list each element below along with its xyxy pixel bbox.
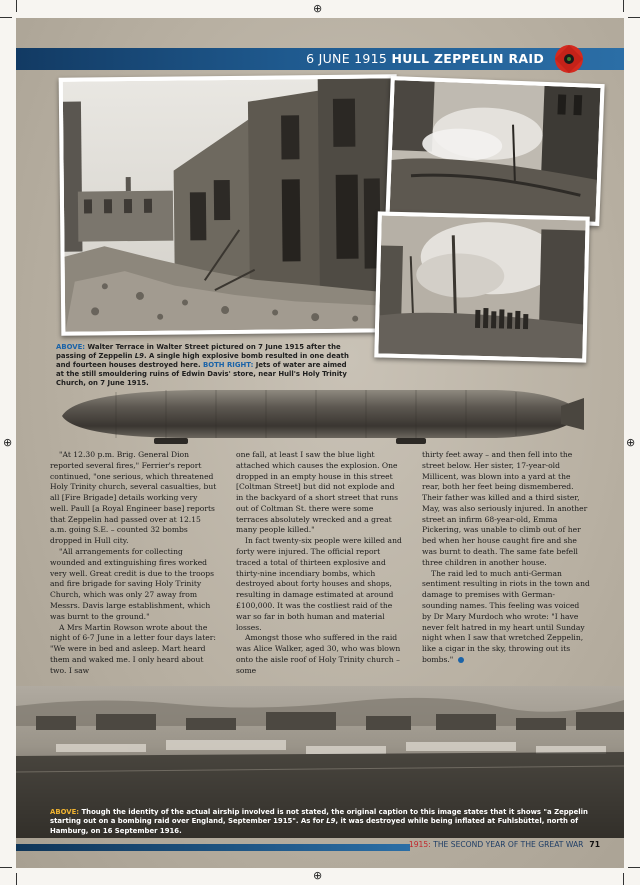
- caption-lead-above: ABOVE:: [50, 808, 80, 816]
- article-paragraph: In fact twenty-six people were killed and forty were injured. The official report traced a total of thirteen explosive and thirty-nine incendiary bombs, which destroyed about forty houses and shops, resulting in damage estimated at around £100,000. It was the costliest raid of the war so far in both human and material losses.: [236, 536, 402, 632]
- zeppelin-airship-image: [56, 384, 586, 446]
- caption-text: Walter Terrace in Walter Street pictured on 7 June 1915 after the passing of Zeppelin: [56, 343, 341, 361]
- crop-mark: [0, 867, 12, 868]
- caption-text: Jets of water are aimed at the still smouldering ruins of Edwin Davis' store, near Hull's Holy Trinity Church, on 7 June 1915.: [56, 361, 347, 388]
- header-title: [306, 51, 544, 66]
- article-paragraph: thirty feet away – and then fell into the street below. Her sister, 17-year-old Millicent, was blown into a yard at the rear, both her feet being dismembered. Their father was killed and a third sister, May, was also seriously injured. In another street an infirm 68-year-old, Emma Pickering, was unable to climb out of her bed when her house caught fire and she was burnt to death. The same fate befell three children in another house.: [422, 450, 588, 567]
- article-paragraph: A Mrs Martin Rowson wrote about the night of 6-7 June in a letter four days later: "We were in bed and asleep. Mart heard them and waked me. I only heard about two. I saw: [50, 622, 216, 675]
- caption-lead-both-right: BOTH RIGHT:: [203, 361, 254, 370]
- article-paragraph: one fall, at least I saw the blue light attached which causes the explosion. One dropped in an empty house in this street [Coltman Street] but did not explode and in the backyard of a short street that runs out of Coltman St. there were some terraces absolutely wrecked and a great many people killed.": [236, 450, 399, 535]
- smoke-crowd-illustration: [378, 216, 585, 359]
- photo-smouldering-ruins-hoses: [385, 76, 604, 226]
- caption-bottom-panorama: [50, 808, 590, 836]
- poppy-icon: [554, 44, 584, 74]
- caption-top-photos: [56, 343, 356, 389]
- registration-mark-icon: ⊕: [313, 2, 323, 15]
- caption-italic-airship: L9: [326, 817, 336, 826]
- photo-walter-terrace-ruins: [59, 74, 400, 336]
- footer-year: 1915:: [408, 840, 431, 849]
- header-date: 6 JUNE 1915: [306, 51, 388, 66]
- registration-mark-icon: ⊕: [3, 436, 13, 449]
- crop-mark: [628, 17, 640, 18]
- article-paragraph-text: The raid led to much anti-German sentiment resulting in riots in the town and damage to premises with German-sounding names. This feeling was voiced by Dr Mary Murdoch who wrote: "I have never felt hatred in my heart until Sunday night when I saw that wretched Zeppelin, like a cigar in the sky, throwing out its bombs.": [422, 568, 590, 664]
- crop-mark: [623, 873, 624, 885]
- footer-running-title: [409, 840, 600, 849]
- article-body: [50, 450, 590, 680]
- article-paragraph: [422, 569, 590, 666]
- caption-text: Though the identity of the actual airship involved is not stated, the original caption to this image states that it shows "a Zeppelin starting out on a bombing raid over England, September 1915". As for: [50, 808, 588, 826]
- crop-mark: [16, 0, 17, 12]
- caption-text: , it was destroyed while being inflated at Fuhlsbüttel, north of Hamburg, on 16 September 1916.: [50, 817, 579, 835]
- article-paragraph: "All arrangements for collecting wounded and extinguishing fires worked very well. Great credit is due to the troops and fire brigade for saving Holy Trinity Church, which was only 27 away from Messrs. Davis large establishment, which was burnt to the ground.": [50, 547, 214, 621]
- article-column-1: [50, 450, 218, 676]
- article-column-3: [422, 450, 590, 666]
- registration-mark-icon: ⊕: [313, 869, 323, 882]
- ruins-illustration: [63, 78, 396, 331]
- article-paragraph: "At 12.30 p.m. Brig. General Dion reported several fires," Ferrier's report continued, "one serious, which threatened Holy Trinity church, several casualties, but all [Fire Brigade] details working very well. Paull [a Royal Engineer base] reports that Zeppelin had passed over at 12.15 a.m. going S.E. – counted 32 bombs dropped in Hull city.: [50, 450, 217, 546]
- crop-mark: [0, 17, 12, 18]
- footer-series: THE SECOND YEAR OF THE GREAT WAR: [430, 840, 584, 849]
- header-heading: HULL ZEPPELIN RAID: [391, 51, 544, 66]
- magazine-page: [16, 18, 624, 868]
- crop-mark: [16, 873, 17, 885]
- footer-band: [16, 844, 410, 851]
- crop-mark: [628, 867, 640, 868]
- photo-holy-trinity-fire-crowd: [374, 211, 590, 362]
- page-number: 71: [589, 840, 600, 849]
- fire-hose-illustration: [390, 80, 601, 222]
- article-paragraph: Amongst those who suffered in the raid was Alice Walker, aged 30, who was blown onto the aisle roof of Holy Trinity church – some: [236, 633, 401, 675]
- caption-lead-above: ABOVE:: [56, 343, 86, 351]
- end-of-article-dot-icon: [458, 657, 464, 663]
- registration-mark-icon: ⊕: [626, 436, 636, 449]
- crop-mark: [623, 0, 624, 12]
- article-column-2: [236, 450, 404, 676]
- caption-italic-airship: L9: [134, 352, 144, 361]
- caption-text: . A single high explosive bomb resulted in one death and fourteen houses destroyed here.: [56, 352, 349, 370]
